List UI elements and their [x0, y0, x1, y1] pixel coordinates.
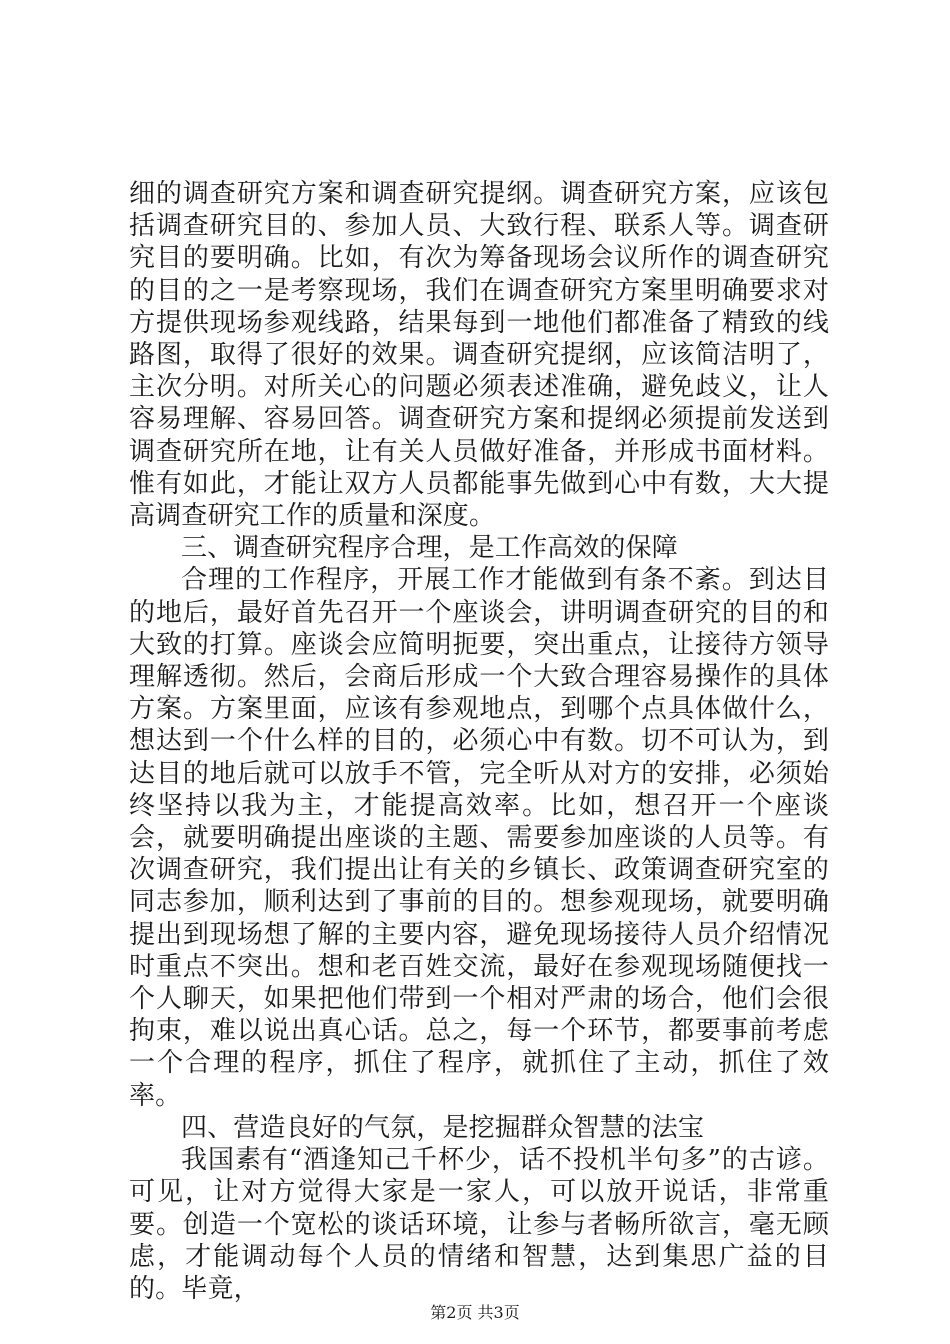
page-footer: 第2页 共3页: [430, 1303, 520, 1322]
paragraph-atmosphere: 我国素有“酒逢知己千杯少，话不投机半句多”的古谚。可见，让对方觉得大家是一家人，可以放开说话，非常重要。创造一个宽松的谈话环境，让参与者畅所欲言，毫无顾虑，才能调动每个人员的情绪和智慧，达到集思广益的目的。毕竟，: [129, 1145, 829, 1304]
document-body: [129, 178, 829, 1305]
section-heading-4: 四、营造良好的气氛，是挖掘群众智慧的法宝: [181, 1112, 705, 1143]
section-heading-3: 三、调查研究程序合理，是工作高效的保障: [181, 533, 678, 564]
paragraph-continuation: 细的调查研究方案和调查研究提纲。调查研究方案，应该包括调查研究目的、参加人员、大致行程、联系人等。调查研究目的要明确。比如，有次为筹备现场会议所作的调查研究的目的之一是考察现场，我们在调查研究方案里明确要求对方提供现场参观线路，结果每到一地他们都准备了精致的线路图，取得了很好的效果。调查研究提纲，应该简洁明了，主次分明。对所关心的问题必须表述准确，避免歧义，让人容易理解、容易回答。调查研究方案和提纲必须提前发送到调查研究所在地，让有关人员做好准备，并形成书面材料。惟有如此，才能让双方人员都能事先做到心中有数，大大提高调查研究工作的质量和深度。: [129, 179, 829, 532]
paragraph-procedure: 合理的工作程序，开展工作才能做到有条不紊。到达目的地后，最好首先召开一个座谈会，讲明调查研究的目的和大致的打算。座谈会应简明扼要，突出重点，让接待方领导理解透彻。然后，会商后形成一个大致合理容易操作的具体方案。方案里面，应该有参观地点，到哪个点具体做什么，想达到一个什么样的目的，必须心中有数。切不可认为，到达目的地后就可以放手不管，完全听从对方的安排，必须始终坚持以我为主，才能提高效率。比如，想召开一个座谈会，就要明确提出座谈的主题、需要参加座谈的人员等。有次调查研究，我们提出让有关的乡镇长、政策调查研究室的同志参加，顺利达到了事前的目的。想参观现场，就要明确提出到现场想了解的主要内容，避免现场接待人员介绍情况时重点不突出。想和老百姓交流，最好在参观现场随便找一个人聊天，如果把他们带到一个相对严肃的场合，他们会很拘束，难以说出真心话。总之，每一个环节，都要事前考虑一个合理的程序，抓住了程序，就抓住了主动，抓住了效率。: [129, 565, 829, 1111]
